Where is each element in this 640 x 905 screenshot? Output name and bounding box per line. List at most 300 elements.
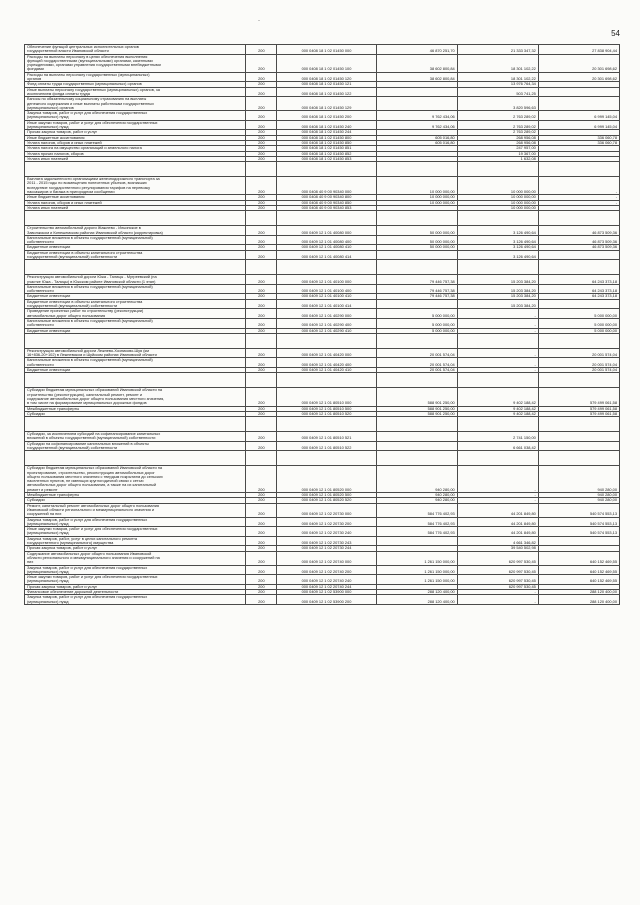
cell-name: Обеспечение функций центральных исполнительных органов государственной власти Ивановской области [25, 45, 246, 55]
cell-cls: 000 0409 12 1 02 53900 000 [277, 590, 376, 595]
cell-v1: 1 261 150 000,00 [376, 565, 457, 575]
cell-v3: 288 120 400,00 [538, 590, 619, 595]
gap-cell [277, 373, 376, 388]
table-row [25, 275, 620, 285]
gap-cell [457, 333, 538, 348]
cell-name: Иные бюджетные ассигнования [25, 135, 246, 140]
cell-code: 200 [246, 45, 277, 55]
cell-v3: 20 001 574,04 [538, 348, 619, 358]
cell-name: Капитальные вложения в объекты государственной (муниципальной) собственности [25, 235, 246, 245]
gap-cell [538, 260, 619, 275]
cell-cls: 000 0409 12 1 02 20740 200 [277, 565, 376, 575]
cell-cls: 000 0409 12 1 01 40420 410 [277, 368, 376, 373]
cell-v3: 579 499 061,58 [538, 411, 619, 416]
cell-v3: 5 000 000,00 [538, 328, 619, 333]
cell-code: 200 [246, 584, 277, 589]
cell-v1: 9 762 434,06 [376, 120, 457, 130]
cell-v1 [376, 250, 457, 260]
cell-name: Проведение проектных работ по строительству (реконструкции) автомобильных дорог общего пользования [25, 309, 246, 319]
cell-name: Капитальные вложения в объекты государственной (муниципальной) собственности [25, 318, 246, 328]
cell-code: 200 [246, 140, 277, 145]
cell-code: 200 [246, 151, 277, 156]
cell-code: 200 [246, 536, 277, 546]
cell-v3: 336 060,78 [538, 140, 619, 145]
cell-v3: 6 999 145,04 [538, 120, 619, 130]
table-row [25, 82, 620, 87]
cell-name: Прочая закупка товаров, работ и услуг [25, 546, 246, 551]
cell-code: 200 [246, 156, 277, 161]
cell-v2: 19 367,00 [457, 151, 538, 156]
gap-cell [376, 373, 457, 388]
gap-cell [25, 333, 246, 348]
table-row [25, 565, 620, 575]
table-row [25, 466, 620, 493]
cell-v1: 940 280,00 [376, 493, 457, 498]
cell-v3: 540 574 553,13 [538, 503, 619, 517]
cell-v3: 940 280,00 [538, 493, 619, 498]
cell-code: 200 [246, 226, 277, 236]
gap-cell [246, 373, 277, 388]
cell-cls: 000 0409 12 1 01 40290 000 [277, 309, 376, 319]
cell-cls: 000 0409 12 1 02 20730 240 [277, 527, 376, 537]
cell-v2: 268 956,08 [457, 140, 538, 145]
cell-v3: - [538, 200, 619, 205]
table-row [25, 45, 620, 55]
table-row [25, 250, 620, 260]
cell-v3: 940 280,00 [538, 466, 619, 493]
table-row [25, 54, 620, 72]
table-row [25, 309, 620, 319]
gap-cell [457, 417, 538, 432]
cell-v3: 336 060,78 [538, 135, 619, 140]
cell-v2: - [457, 309, 538, 319]
cell-v3: 20 301 698,62 [538, 72, 619, 82]
cell-v1: 10 000 000,00 [376, 200, 457, 205]
gap-cell [376, 211, 457, 226]
gap-cell [277, 417, 376, 432]
cell-code: 200 [246, 72, 277, 82]
cell-v3: 579 499 061,58 [538, 388, 619, 406]
gap-cell [277, 451, 376, 466]
cell-name: Субсидии бюджетам муниципальных образований Ивановской области на строительство (реконструкцию), капитальный ремонт, ремонт и содержание автомобильных дорог общего пользования местного значения, в том числе на формирование муниципальных дорожных фондов [25, 388, 246, 406]
cell-v2: 15 203 384,20 [457, 294, 538, 299]
cell-code: 200 [246, 590, 277, 595]
cell-v1: 584 776 402,93 [376, 517, 457, 527]
cell-name: Закупка товаров, работ и услуг для обеспечения государственных (муниципальных) нужд [25, 595, 246, 605]
cell-name: Субсидии [25, 498, 246, 503]
cell-name: Закупка товаров, работ и услуг для обеспечения государственных (муниципальных) нужд [25, 517, 246, 527]
cell-v1: 1 261 150 000,00 [376, 575, 457, 585]
gap-cell [376, 260, 457, 275]
cell-v1: 46 870 251,70 [376, 45, 457, 55]
cell-name: Закупка товаров, работ и услуг для обеспечения государственных (муниципальных) нужд [25, 111, 246, 121]
gap-cell [25, 417, 246, 432]
cell-code: 200 [246, 328, 277, 333]
cell-v2: 10 000 000,00 [457, 205, 538, 210]
cell-v2: - [457, 318, 538, 328]
cell-cls: 000 0408 18 1 02 01450 850 [277, 140, 376, 145]
cell-code: 200 [246, 97, 277, 111]
cell-v2: 620 997 530,45 [457, 584, 538, 589]
cell-v2: 10 000 000,00 [457, 195, 538, 200]
cell-v3: 46 873 509,36 [538, 235, 619, 245]
gap-cell [246, 211, 277, 226]
cell-v3: 20 001 574,04 [538, 358, 619, 368]
cell-v1: 50 000 000,00 [376, 235, 457, 245]
cell-v2: 9 402 188,42 [457, 406, 538, 411]
cell-v1: 20 001 574,04 [376, 348, 457, 358]
gap-cell [538, 333, 619, 348]
cell-name: Капитальные вложения в объекты государственной (муниципальной) собственности [25, 284, 246, 294]
cell-cls: 000 0408 18 1 02 01450 853 [277, 156, 376, 161]
cell-cls: 000 0409 12 1 01 80520 500 [277, 493, 376, 498]
cell-code: 200 [246, 294, 277, 299]
cell-v3 [538, 87, 619, 97]
cell-v2: 3 126 490,64 [457, 250, 538, 260]
cell-v2: 3 126 490,64 [457, 235, 538, 245]
cell-code: 200 [246, 309, 277, 319]
cell-cls: 000 0409 12 1 02 20730 200 [277, 517, 376, 527]
table-gap-row [25, 417, 620, 432]
cell-cls: 000 0409 12 1 02 20740 240 [277, 575, 376, 585]
cell-name: Ремонт, капитальный ремонт автомобильных дорог общего пользования Ивановской области регионального и межмуниципального значения и сооружений на них [25, 503, 246, 517]
cell-v3 [538, 536, 619, 546]
cell-v1: 605 016,80 [376, 140, 457, 145]
cell-v2: 15 203 384,20 [457, 284, 538, 294]
cell-v3: 6 999 145,04 [538, 111, 619, 121]
gap-cell [25, 260, 246, 275]
cell-code: 200 [246, 235, 277, 245]
table-gap-row [25, 333, 620, 348]
table-row [25, 111, 620, 121]
cell-name: Субсидии, за исключением субсидий на софинансирование капитальных вложений в объекты государственной (муниципальной) собственности [25, 432, 246, 442]
cell-v1: 79 446 757,38 [376, 284, 457, 294]
cell-v1: 1 261 150 000,00 [376, 551, 457, 565]
cell-v2: 3 126 490,64 [457, 226, 538, 236]
gap-cell [457, 260, 538, 275]
cell-code: 200 [246, 388, 277, 406]
gap-cell [246, 451, 277, 466]
cell-v2: 9 402 188,42 [457, 411, 538, 416]
cell-name: Межбюджетные трансферты [25, 493, 246, 498]
cell-v2: 6 661 038,42 [457, 441, 538, 451]
cell-code: 200 [246, 146, 277, 151]
cell-name: Расходы на выплаты персоналу государственных (муниципальных) органов [25, 72, 246, 82]
cell-code: 200 [246, 432, 277, 442]
cell-cls: 000 0408 18 1 02 01450 200 [277, 111, 376, 121]
gap-cell [376, 333, 457, 348]
cell-code: 200 [246, 111, 277, 121]
table-gap-row [25, 260, 620, 275]
gap-cell [246, 260, 277, 275]
cell-v3: 540 574 553,13 [538, 517, 619, 527]
cell-v2: 44 201 849,80 [457, 503, 538, 517]
cell-cls: 000 0408 18 1 02 01450 121 [277, 82, 376, 87]
table-row [25, 503, 620, 517]
cell-v2: 268 956,08 [457, 135, 538, 140]
cell-cls: 000 0408 18 1 02 01450 240 [277, 120, 376, 130]
cell-name: Уплата прочих налогов, сборов [25, 151, 246, 156]
cell-v2: - [457, 590, 538, 595]
cell-code: 200 [246, 120, 277, 130]
table-row [25, 177, 620, 195]
cell-name: Иные закупки товаров, работ и услуг для обеспечения государственных (муниципальных) нужд [25, 575, 246, 585]
cell-code: 200 [246, 551, 277, 565]
cell-name: Фонд оплаты труда государственных (муниципальных) органов [25, 82, 246, 87]
cell-cls: 000 0408 18 1 02 01450 851 [277, 146, 376, 151]
gap-cell [538, 451, 619, 466]
cell-name: Закупка товаров, работ, услуг в целях капитального ремонта государственного (муниципального) имущества [25, 536, 246, 546]
cell-v1 [376, 441, 457, 451]
gap-cell [457, 373, 538, 388]
cell-name: Уплата налогов, сборов и иных платежей [25, 200, 246, 205]
cell-cls: 000 0409 12 1 01 40080 000 [277, 226, 376, 236]
cell-code: 200 [246, 275, 277, 285]
cell-v3: 540 574 553,13 [538, 527, 619, 537]
cell-v2: 9 402 188,42 [457, 388, 538, 406]
cell-cls: 000 0409 12 1 01 40290 410 [277, 328, 376, 333]
cell-name: Уплата налога на имущество организаций и земельного налога [25, 146, 246, 151]
table-gap-row [25, 373, 620, 388]
cell-name: Строительство автомобильной дороги Жажлево - Ильинское в Заволжском и Кинешемском районах Ивановской области (корректировка) [25, 226, 246, 236]
gap-cell [376, 162, 457, 177]
cell-v1: 10 000 000,00 [376, 195, 457, 200]
cell-code: 200 [246, 517, 277, 527]
table-row [25, 146, 620, 151]
cell-cls: 000 0408 40 9 00 90340 000 [277, 177, 376, 195]
cell-name: Выплата задолженности организациям железнодорожного транспорта за 2011 - 2015 годы по возмещению понесенных убытков, возникших вследствие государственного регулирования тарифов на перевозку пассажиров и багажа в пригородном сообщении [25, 177, 246, 195]
table-row [25, 226, 620, 236]
cell-code: 200 [246, 205, 277, 210]
gap-cell [25, 211, 246, 226]
cell-code: 200 [246, 441, 277, 451]
cell-v1: 940 280,00 [376, 466, 457, 493]
cell-v3: 5 000 000,00 [538, 309, 619, 319]
cell-cls: 000 0409 12 1 02 20740 000 [277, 551, 376, 565]
cell-name: Реконструкция автомобильной дороги Южа - Талицы - Мугреевский (на участке Южа - Талицы) в Южском районе Ивановской области (1 этап) [25, 275, 246, 285]
cell-cls: 000 0409 12 1 01 80520 000 [277, 466, 376, 493]
table-gap-row [25, 451, 620, 466]
cell-v3: 640 152 469,55 [538, 551, 619, 565]
cell-name: Закупка товаров, работ и услуг для обеспечения государственных (муниципальных) нужд [25, 565, 246, 575]
gap-cell [277, 260, 376, 275]
table-row [25, 235, 620, 245]
table-row [25, 318, 620, 328]
table-row [25, 388, 620, 406]
cell-code: 200 [246, 82, 277, 87]
table-row [25, 575, 620, 585]
cell-v3: 46 873 509,36 [538, 226, 619, 236]
cell-v1 [376, 432, 457, 442]
cell-code: 200 [246, 493, 277, 498]
cell-v1: 588 901 250,00 [376, 406, 457, 411]
table-gap-row [25, 211, 620, 226]
cell-v1 [376, 97, 457, 111]
cell-code: 200 [246, 250, 277, 260]
cell-v3: 579 499 061,58 [538, 406, 619, 411]
cell-v1: 584 776 402,93 [376, 503, 457, 517]
table-row [25, 348, 620, 358]
cell-v1: 288 120 400,00 [376, 595, 457, 605]
cell-v1 [376, 87, 457, 97]
cell-name: Бюджетные инвестиции [25, 328, 246, 333]
cell-code: 200 [246, 245, 277, 250]
cell-v2: - [457, 358, 538, 368]
cell-v3: 20 301 698,62 [538, 54, 619, 72]
cell-code: 200 [246, 368, 277, 373]
table-row [25, 87, 620, 97]
cell-v2: 503 741,25 [457, 87, 538, 97]
cell-cls: 000 0408 18 1 02 01450 120 [277, 72, 376, 82]
cell-v1: 588 901 250,00 [376, 388, 457, 406]
cell-v1: 79 446 757,38 [376, 294, 457, 299]
table-row [25, 358, 620, 368]
cell-v2: 13 976 764,34 [457, 82, 538, 87]
cell-v3: - [538, 177, 619, 195]
gap-cell [538, 373, 619, 388]
cell-cls: 000 0409 12 1 02 20730 000 [277, 503, 376, 517]
cell-name: Расходы на выплаты персоналу в целях обеспечения выполнения функций государственными (муниципальными) органами, казенными учреждениями, органами управления государственными внебюджетными фондами [25, 54, 246, 72]
cell-v3: 5 000 000,00 [538, 318, 619, 328]
cell-cls: 000 0408 18 1 02 01450 100 [277, 54, 376, 72]
cell-name: Прочая закупка товаров, работ и услуг [25, 130, 246, 135]
cell-name: Межбюджетные трансферты [25, 406, 246, 411]
cell-v3: 288 120 400,00 [538, 595, 619, 605]
cell-code: 200 [246, 503, 277, 517]
cell-cls: 000 0409 12 1 02 20740 244 [277, 584, 376, 589]
cell-v2: 2 741 150,00 [457, 432, 538, 442]
cell-v3: - [538, 195, 619, 200]
cell-v1: 50 000 000,00 [376, 226, 457, 236]
gap-cell [457, 211, 538, 226]
cell-cls: 000 0409 12 1 02 20730 244 [277, 546, 376, 551]
cell-v2: 10 000 000,00 [457, 177, 538, 195]
cell-cls: 000 0409 12 1 01 80510 520 [277, 411, 376, 416]
gap-cell [246, 417, 277, 432]
gap-cell [25, 373, 246, 388]
table-row [25, 517, 620, 527]
table-row [25, 432, 620, 442]
gap-cell [246, 162, 277, 177]
cell-v2: 620 997 530,45 [457, 565, 538, 575]
cell-code: 200 [246, 595, 277, 605]
cell-v1: 288 120 400,00 [376, 590, 457, 595]
cell-cls: 000 0409 12 1 01 80510 521 [277, 432, 376, 442]
cell-v2: - [457, 493, 538, 498]
cell-v2: 2 763 289,02 [457, 130, 538, 135]
table-row [25, 284, 620, 294]
cell-name: Иные закупки товаров, работ и услуг для обеспечения государственных (муниципальных) нужд [25, 527, 246, 537]
cell-code: 200 [246, 466, 277, 493]
table-row [25, 551, 620, 565]
cell-v1: 940 280,00 [376, 498, 457, 503]
gap-cell [277, 211, 376, 226]
gap-cell [538, 162, 619, 177]
cell-code: 200 [246, 318, 277, 328]
cell-code: 200 [246, 348, 277, 358]
cell-name: Бюджетные инвестиции в объекты капитального строительства государственной (муниципальной) собственности [25, 299, 246, 309]
cell-code: 200 [246, 177, 277, 195]
cell-v1: 5 000 000,00 [376, 318, 457, 328]
cell-v3: 640 152 469,55 [538, 565, 619, 575]
cell-v2: 15 203 384,20 [457, 275, 538, 285]
cell-v2: 44 201 849,80 [457, 517, 538, 527]
cell-cls: 000 0409 12 1 01 40420 000 [277, 348, 376, 358]
cell-v1: 10 000 000,00 [376, 177, 457, 195]
cell-cls: 000 0408 18 1 02 01450 244 [277, 130, 376, 135]
gap-cell [25, 162, 246, 177]
cell-cls: 000 0409 12 1 01 40100 400 [277, 284, 376, 294]
cell-v3: 46 873 509,36 [538, 245, 619, 250]
cell-v3 [538, 250, 619, 260]
cell-v3: 20 001 574,04 [538, 368, 619, 373]
cell-name: Бюджетные инвестиции [25, 294, 246, 299]
cell-v3: 64 243 373,18 [538, 294, 619, 299]
cell-code: 200 [246, 54, 277, 72]
cell-v2: 44 201 849,80 [457, 527, 538, 537]
cell-name: Уплата иных платежей [25, 205, 246, 210]
cell-v2: - [457, 466, 538, 493]
cell-code: 200 [246, 284, 277, 294]
cell-cls: 000 0408 18 1 02 01450 852 [277, 151, 376, 156]
gap-cell [376, 417, 457, 432]
cell-v2: 18 301 102,22 [457, 54, 538, 72]
cell-code: 200 [246, 498, 277, 503]
cell-cls: 000 0408 18 1 02 01450 122 [277, 87, 376, 97]
cell-v1: 79 446 757,38 [376, 275, 457, 285]
cell-v2: 21 333 347,32 [457, 45, 538, 55]
table-row [25, 72, 620, 82]
cell-code: 200 [246, 411, 277, 416]
cell-code: 200 [246, 195, 277, 200]
cell-v3: 64 243 373,18 [538, 275, 619, 285]
cell-v2: - [457, 328, 538, 333]
cell-name: Уплата налогов, сборов и иных платежей [25, 140, 246, 145]
cell-v2: 15 203 384,20 [457, 299, 538, 309]
cell-v2: - [457, 595, 538, 605]
cell-v3: 640 152 469,55 [538, 575, 619, 585]
cell-v2: 10 000 000,00 [457, 200, 538, 205]
cell-v2: - [457, 498, 538, 503]
cell-v1: 588 901 250,00 [376, 411, 457, 416]
cell-v1: 38 602 800,84 [376, 54, 457, 72]
cell-v1: 20 001 574,04 [376, 368, 457, 373]
cell-cls: 000 0409 12 1 01 80510 000 [277, 388, 376, 406]
cell-v1: 9 762 434,06 [376, 111, 457, 121]
table-row [25, 595, 620, 605]
cell-name: Финансовое обеспечение дорожной деятельности [25, 590, 246, 595]
cell-cls: 000 0409 12 1 01 80510 522 [277, 441, 376, 451]
table-row [25, 120, 620, 130]
cell-name: Субсидии [25, 411, 246, 416]
cell-cls: 000 0408 40 9 00 90340 853 [277, 205, 376, 210]
cell-cls: 000 0409 12 1 01 40080 414 [277, 250, 376, 260]
cell-v3 [538, 441, 619, 451]
cell-v3 [538, 432, 619, 442]
cell-cls: 000 0409 12 1 01 40100 410 [277, 294, 376, 299]
cell-name: Иные закупки товаров, работ и услуг для обеспечения государственных (муниципальных) нужд [25, 120, 246, 130]
cell-name: Содержание автомобильных дорог общего пользования Ивановской области регионального и межмуниципального значения и сооружений на них [25, 551, 246, 565]
cell-v3 [538, 299, 619, 309]
cell-cls: 000 0408 40 9 00 90340 800 [277, 195, 376, 200]
cell-code: 200 [246, 130, 277, 135]
cell-v2: - [457, 348, 538, 358]
cell-name: Бюджетные инвестиции [25, 245, 246, 250]
cell-cls: 000 0409 12 1 01 80510 500 [277, 406, 376, 411]
cell-code: 200 [246, 135, 277, 140]
cell-cls: 000 0409 12 1 01 40080 400 [277, 235, 376, 245]
cell-v3: 64 243 373,18 [538, 284, 619, 294]
